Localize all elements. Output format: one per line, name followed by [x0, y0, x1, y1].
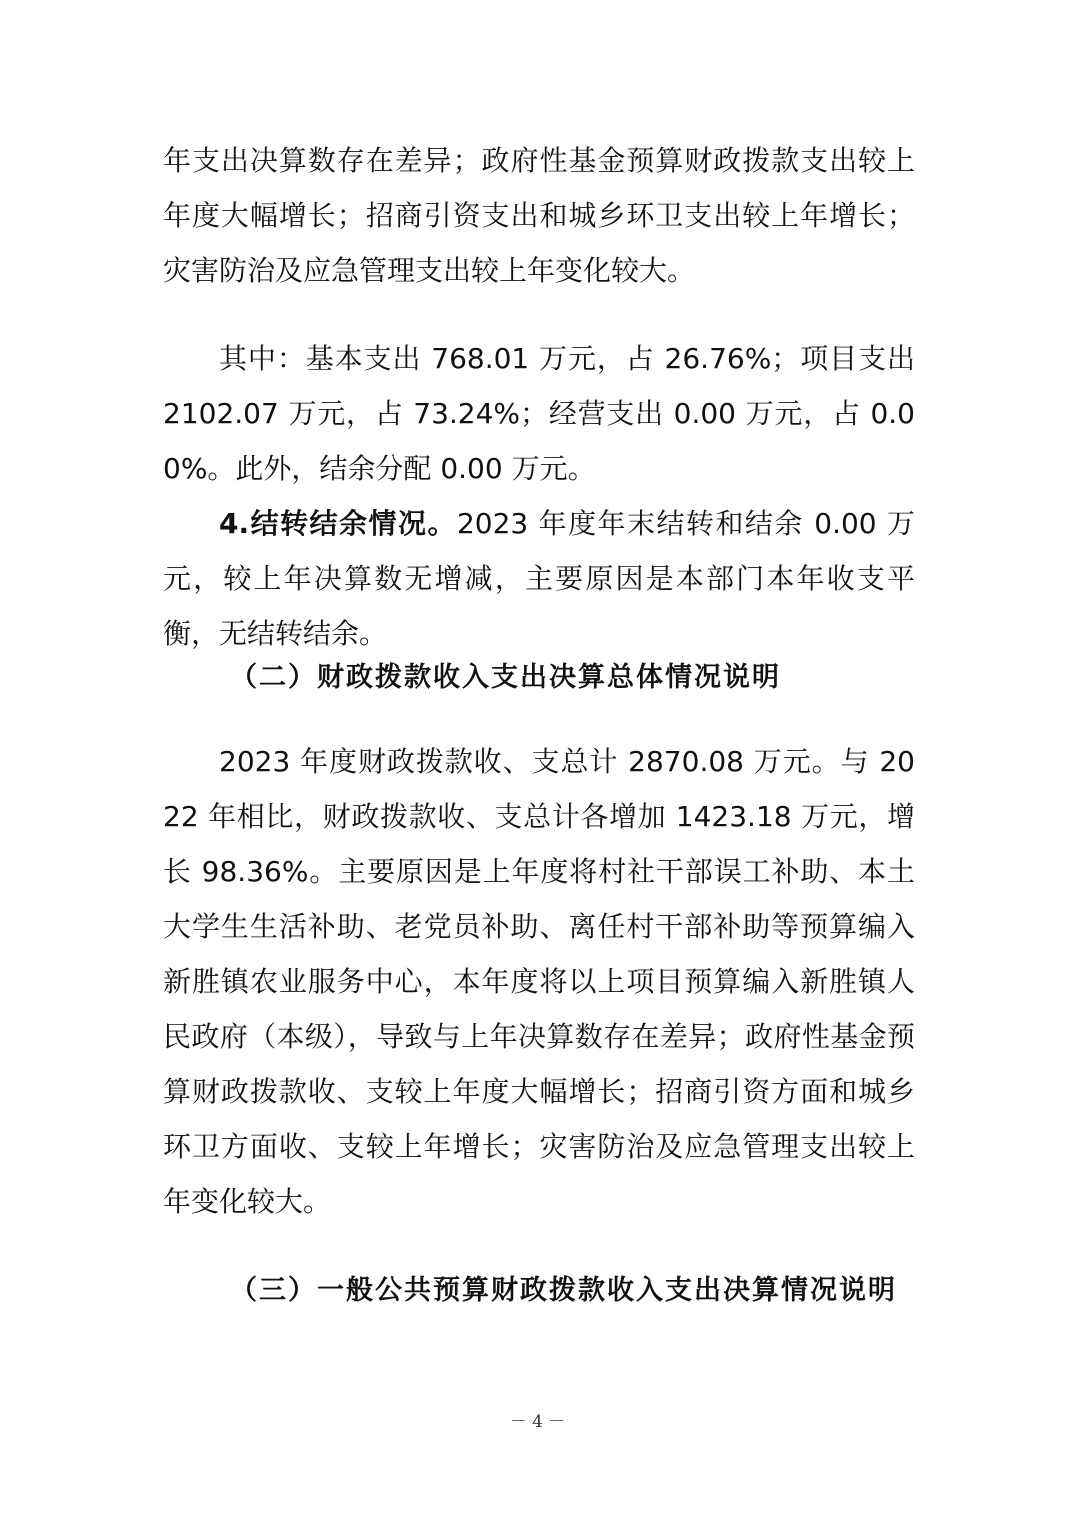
section-heading-general-budget: （三）一般公共预算财政拨款收入支出决算情况说明 [230, 1275, 897, 1306]
paragraph-expenditure-difference: 年支出决算数存在差异；政府性基金预算财政拨款支出较上年度大幅增长；招商引资支出和城乡环卫支出较上年增长；灾害防治及应急管理支出较上年变化较大。 [163, 144, 915, 287]
paragraph-carryover [163, 496, 915, 661]
paragraph-expenditure-breakdown: 其中：基本支出 768.01 万元，占 26.76%；项目支出 2102.07 万元，占 73.24%；经营支出 0.00 万元，占 0.00%。此外，结余分配 0.00 万元。 [163, 342, 915, 485]
section-heading-fiscal-overview: （二）财政拨款收入支出决算总体情况说明 [230, 662, 781, 693]
carryover-lead: 4.结转结余情况。 [219, 507, 457, 540]
carryover-body: 2023 年度年末结转和结余 0.00 万元，较上年决算数无增减，主要原因是本部门本年收支平衡，无结转结余。 [163, 507, 915, 650]
paragraph-fiscal-overview: 2023 年度财政拨款收、支总计 2870.08 万元。与 2022 年相比，财政拨款收、支总计各增加 1423.18 万元，增长 98.36%。主要原因是上年度将村社干部误工补助、本土大学生生活补助、老党员补助、离任村干部补助等预算编入新胜镇农业服务中心，本年度将以上项目预算编入新胜镇人民政府（本级），导致与上年决算数存在差异；政府性基金预算财政拨款收、支较上年度大幅增长；招商引资方面和城乡环卫方面收、支较上年增长；灾害防治及应急管理支出较上年变化较大。 [163, 745, 915, 1218]
page-number: － 4 － [509, 1412, 566, 1432]
